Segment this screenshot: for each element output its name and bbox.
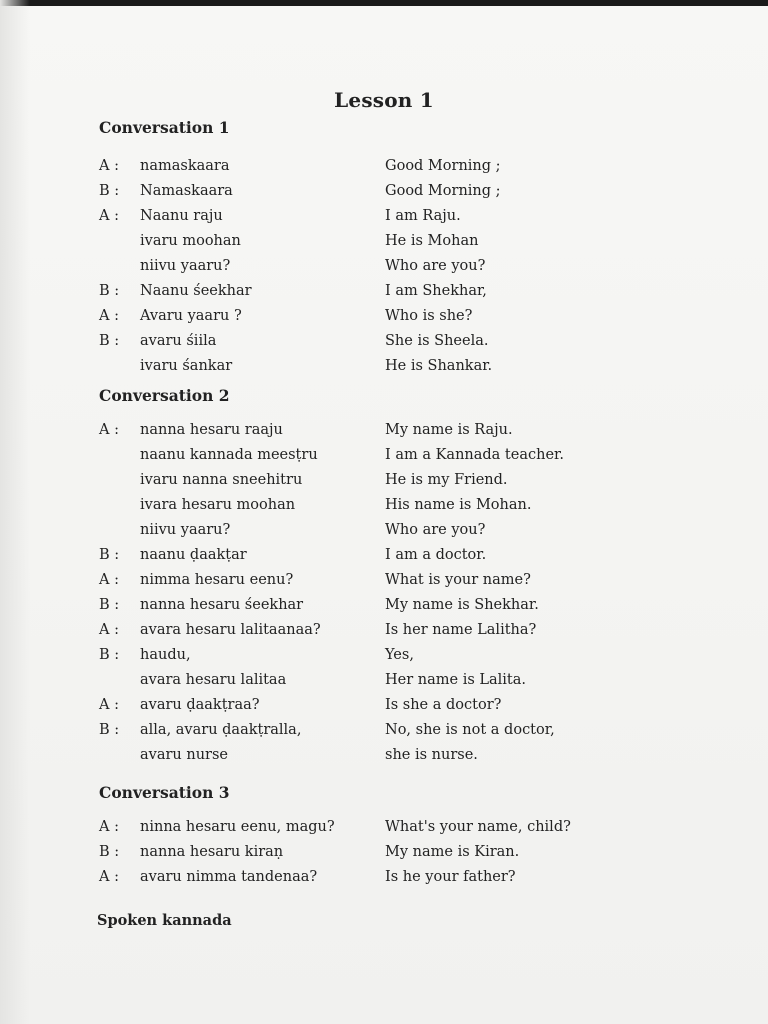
speaker-label: B : [99, 597, 120, 613]
speaker-label: A : [99, 158, 119, 174]
kannada-text: nanna hesaru śeekhar [140, 597, 304, 613]
kannada-text: namaskaara [140, 158, 230, 174]
speaker-label: A : [99, 819, 119, 835]
speaker-label: A : [99, 869, 119, 885]
kannada-text: naanu ḍaakṭar [140, 547, 247, 563]
kannada-text: alla, avaru ḍaakṭralla, [140, 722, 302, 738]
english-translation: What's your name, child? [385, 819, 571, 835]
english-translation: Good Morning ; [385, 183, 501, 199]
kannada-text: Namaskaara [140, 183, 233, 199]
kannada-text: Naanu raju [140, 208, 223, 224]
conversation-3-heading: Conversation 3 [99, 783, 230, 802]
speaker-label: B : [99, 283, 120, 299]
kannada-text: avara hesaru lalitaa [140, 672, 287, 688]
english-translation: I am a doctor. [385, 547, 487, 563]
kannada-text: Avaru yaaru ? [140, 308, 242, 324]
kannada-text: ivara hesaru moohan [140, 497, 296, 513]
kannada-text: ivaru moohan [140, 233, 241, 249]
speaker-label: B : [99, 722, 120, 738]
english-translation: Is her name Lalitha? [385, 622, 537, 638]
english-translation: My name is Kiran. [385, 844, 520, 860]
kannada-text: avara hesaru lalitaanaa? [140, 622, 321, 638]
kannada-text: Naanu śeekhar [140, 283, 252, 299]
kannada-text: niivu yaaru? [140, 522, 231, 538]
english-translation: My name is Shekhar. [385, 597, 539, 613]
kannada-text: nanna hesaru kiraṇ [140, 844, 284, 860]
english-translation: Yes, [385, 647, 414, 663]
english-translation: she is nurse. [385, 747, 478, 763]
speaker-label: B : [99, 333, 120, 349]
kannada-text: avaru ḍaakṭraa? [140, 697, 260, 713]
english-translation: What is your name? [385, 572, 531, 588]
english-translation: Good Morning ; [385, 158, 501, 174]
kannada-text: ivaru śankar [140, 358, 233, 374]
english-translation: His name is Mohan. [385, 497, 532, 513]
conversation-1-heading: Conversation 1 [99, 118, 230, 137]
kannada-text: nanna hesaru raaju [140, 422, 283, 438]
english-translation: He is my Friend. [385, 472, 508, 488]
speaker-label: B : [99, 547, 120, 563]
english-translation: Who is she? [385, 308, 473, 324]
conversation-2-heading: Conversation 2 [99, 386, 230, 405]
footer-label: Spoken kannada [97, 912, 232, 929]
english-translation: I am Raju. [385, 208, 461, 224]
english-translation: I am Shekhar, [385, 283, 487, 299]
speaker-label: A : [99, 308, 119, 324]
speaker-label: A : [99, 697, 119, 713]
english-translation: She is Sheela. [385, 333, 489, 349]
speaker-label: B : [99, 647, 120, 663]
english-translation: Who are you? [385, 258, 486, 274]
kannada-text: niivu yaaru? [140, 258, 231, 274]
scan-left-shadow [0, 0, 30, 1024]
speaker-label: A : [99, 622, 119, 638]
kannada-text: avaru nimma tandenaa? [140, 869, 318, 885]
english-translation: Is she a doctor? [385, 697, 502, 713]
speaker-label: A : [99, 572, 119, 588]
kannada-text: haudu, [140, 647, 191, 663]
speaker-label: A : [99, 208, 119, 224]
kannada-text: avaru nurse [140, 747, 228, 763]
english-translation: I am a Kannada teacher. [385, 447, 564, 463]
kannada-text: naanu kannada meesṭru [140, 447, 318, 463]
lesson-title: Lesson 1 [334, 88, 434, 112]
kannada-text: nimma hesaru eenu? [140, 572, 294, 588]
english-translation: Who are you? [385, 522, 486, 538]
english-translation: My name is Raju. [385, 422, 513, 438]
kannada-text: avaru śiila [140, 333, 217, 349]
english-translation: Her name is Lalita. [385, 672, 527, 688]
english-translation: Is he your father? [385, 869, 516, 885]
english-translation: No, she is not a doctor, [385, 722, 555, 738]
speaker-label: A : [99, 422, 119, 438]
english-translation: He is Mohan [385, 233, 479, 249]
english-translation: He is Shankar. [385, 358, 493, 374]
speaker-label: B : [99, 183, 120, 199]
speaker-label: B : [99, 844, 120, 860]
kannada-text: ninna hesaru eenu, magu? [140, 819, 335, 835]
scan-top-edge [0, 0, 768, 6]
kannada-text: ivaru nanna sneehitru [140, 472, 303, 488]
